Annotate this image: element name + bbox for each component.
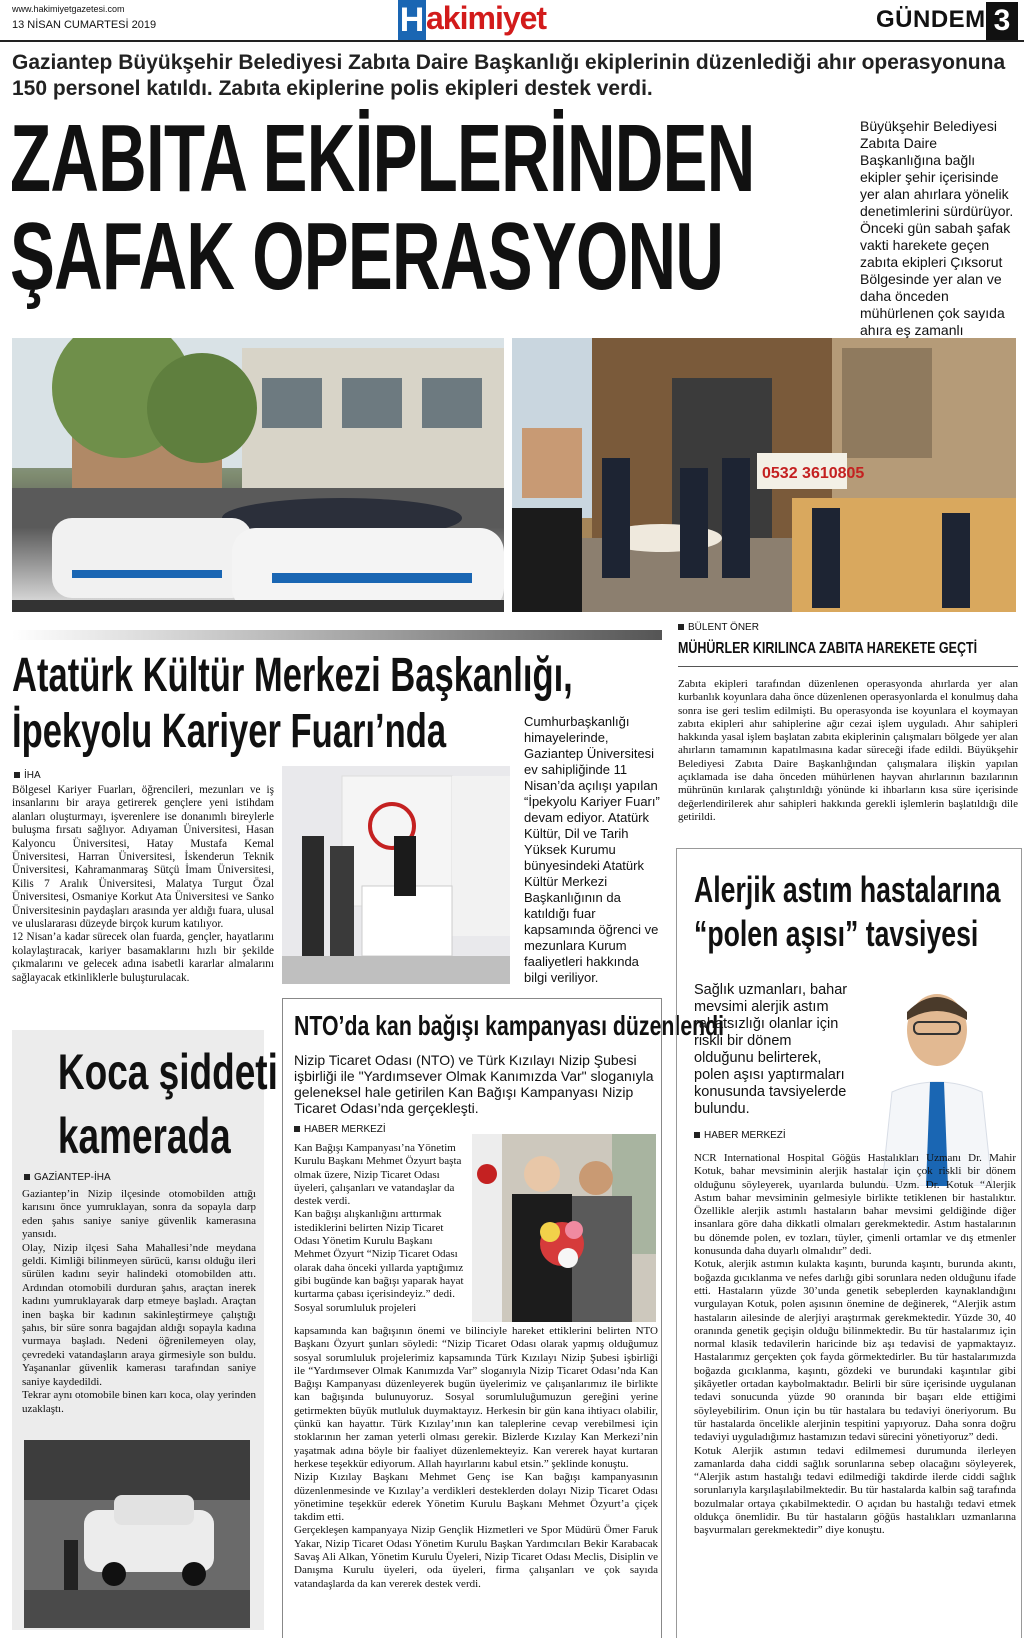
alerji-source-text: HABER MERKEZİ	[704, 1130, 786, 1141]
main-lead: Gaziantep Büyükşehir Belediyesi Zabıta Daire Başkanlığı ekiplerinin düzenlediği ahır operasyonuna 150 personel katıldı. Zabıta ekiplerine polis ekipleri destek verdi.	[12, 51, 1006, 100]
mühür-story-rule	[678, 666, 1018, 667]
alerji-headline-line-1: Alerjik astım hastalarına	[694, 869, 1001, 910]
akm-source	[14, 770, 41, 781]
koca-headline-line-2: kamerada	[57, 1108, 231, 1164]
alerji-lead: Sağlık uzmanları, bahar mevsimi alerjik astım rahatsızlığı olanlar için riskli bir dönem olduğunu belirterek, polen aşısı yaptırmaları konusunda tavsiyelerde bulundu.	[694, 982, 848, 1117]
koca-source	[24, 1172, 111, 1183]
akm-paragraph: Bölgesel Kariyer Fuarları, öğrencileri, mezunları ve iş insanlarını bir araya getirerek gençlere yeni istihdam alanları oluşturmayı, işverenlere ise donanımlı bireylerle buluşma fırsatı sağlıyor. Adıyaman Üniversitesi, Hasan Kalyoncu Üniversitesi, Hatay Mustafa Kemal Üniversitesi, Harran Üniversitesi, İskenderun Teknik Üniversitesi, Kahramanmaraş Sütçü İmam Üniversitesi, Kilis 7 Aralık Üniversitesi, Malatya Turgut Özal Üniversitesi, Osmaniye Korkut Ata Üniversitesi ve Sanko Üniversitesinin paydaşları arasında yer aldığı fuara, ulusal ve uluslararası düzeyde birçok kurum katılıyor.	[12, 784, 274, 931]
koca-paragraph: Tekrar aynı otomobile binen karı koca, olay yerinden uzaklaştı.	[22, 1389, 256, 1415]
main-headline-line-2: ŞAFAK OPERASYONU	[10, 203, 724, 310]
nto-paragraph: kapsamında kan bağışının önemi ve bilinciyle hareket ettiklerini belirten NTO Başkanı Özyurt şunları söyledi: “Nizip Ticaret Odası olarak yapmış olduğumuz sosyal sorumluluk projelerimiz kapsamında Türk Kızılayı Nizip Şubesi işbirliği ile “Yardımsever Olmak Kanımızda Var” sloganıyla Nizip Ticaret Odası’nda Kan Bağışı Kampanyası düzenleyerek bugün üyelerimiz ve çalışanlarımız ile birlikte kan bağışında bulunuyoruz. Sosyal sorumluluğumuzun gereğini yerine getirmekten büyük mutluluk duymaktayız. Herkesin bir gün kana ihtiyacı olabilir, çünkü kan hayattır. Türk Kızılay’ının kan taleplerine cevap verebilmesi için stoklarının her zaman yeterli olması gerekir. Bizlerde Kızılay Kan Merkezi’nin yaşatmak adına böyle bir faaliyet düzenlemekteyiz. Kan vererek hayat kurtaran herkese teşekkür ediyorum. Allah hayırlarını kabul etsin.” şeklinde konuştu.	[294, 1325, 658, 1470]
photo-flower-presentation	[472, 1134, 656, 1322]
mühür-story-paragraph: Zabıta ekipleri tarafından düzenlenen operasyonda ahırlarda yer alan kurbanlık koyunlara daha önce düzenlenen operasyonlarda el konulmuş daha sonra ise geri teslim edilmişti. Bu operasyonda ise koyunlara el koymayan zabıta ekipleri ahır sahiplerine ağır cezai işlem uyguladı. Ahır sahipleri hakkında yasal işlem başlatan zabıta ekiplerinin çalışmaları bölgede yer alan ahırların tamamının kapatılmasına kadar süreceği ifade edildi. Büyükşehir Belediyesi Zabıta Daire Başkanlığından çalışmalara ilişkin yapılan açıklamada ise daha önceden mühürlenen hayvan ahırlarının bazılarının mührünün kırılarak çalıştırıldığı yönünde ki ihbarların kısa süre içerisinde değerlendirilerek ahır sahipleri hakkında gerekli işlemlerin başlatıldığı dile getirildi.	[678, 678, 1018, 823]
logo-wordmark: akimiyet	[426, 0, 547, 36]
header-rule	[0, 40, 1024, 42]
nto-body-bottom	[294, 1325, 658, 1591]
nto-paragraph: Gerçekleşen kampanyaya Nizip Gençlik Hizmetleri ve Spor Müdürü Ömer Faruk Yakar, Nizip Ticaret Odası Yönetim Kurulu Başkan Yardımcıları Bekir Karabacak Savaş Ali Alkan, Yönetim Kurulu Üyeleri, Nizip Ticaret Odası Meclis, Disiplin ve Danışma Kurulu üyeleri, oda üyeleri, firma çalışanları ve çok sayıda vatandaşlarda da kan vererek destek verdi.	[294, 1524, 658, 1590]
source-marker-icon	[14, 772, 20, 778]
source-marker-icon	[24, 1174, 30, 1180]
koca-paragraph: Gaziantep’in Nizip ilçesinde otomobilden attığı karısını önce yumruklayan, sonra da sopayla darp eden şahıs saniye saniye güvenlik kamerasına yansıdı.	[22, 1188, 256, 1241]
akm-source-text: İHA	[24, 770, 41, 781]
alerji-headline-line-2: “polen aşısı” tavsiyesi	[694, 913, 979, 954]
nto-subhead: Sosyal sorumluluk projeleri	[294, 1301, 417, 1314]
logo-letter: H	[399, 1, 425, 39]
photo-police-cars-art	[12, 338, 504, 612]
mühür-story-body	[678, 678, 1018, 824]
koca-headline-line-1: Koca şiddeti	[57, 1044, 278, 1100]
alerji-headline	[694, 868, 1014, 956]
nto-source	[294, 1124, 386, 1135]
photo-career-fair-art	[282, 766, 510, 984]
newspaper-logo	[398, 0, 584, 40]
photo2-phone-sign: 0532 3610805	[762, 465, 865, 482]
alerji-paragraph: Kotuk, alerjik astımın kulakta kaşıntı, burunda kaşıntı, burunda akıntı, boğazda gıcıklanma ve nefes darlığı gibi sorunlara neden olduğunu ifade etti. Hastaların yüzde 30’unda genetik sebeplerden kaynaklandığını vurgulayan Kotuk, polen aşısının önemine de değinerek, “Alerjik astım hastaların ailesinde de alerjiyi araştırmak gerekmektedir. Yüzde 30, 40 oranında genetik geçişin olduğu bilinmektedir. Bu tür hastalarımız için normal klasik tedavilerin haricinde biz aşı tedavisi de yapmaktayız. Hastalarımız gerçekten çok fayda görmektedirler. Bu tür hastalarımızda boğazda gıcıklanma, kaşıntı, gözdeki ve burundaki kaşıntılar gibi şikâyetler ortadan kaybolmaktadır. Belirli bir süre içerisinde uygulanan tedavi sonucunda yüzde 90 oranında bir başarı elde ettiğimi söyleyebilirim. Onun için bu tür hastalara bu tedaviyi öneriyorum. Bu tür hastalarda öncelikle alerjinin tespitini yapıyoruz. Daha sonra doğru tedaviyi uyguladığımız hastamızın tedavi sürecini yönetiyoruz” dedi.	[694, 1258, 1016, 1444]
akm-lead: Cumhurbaşkanlığı himayelerinde, Gaziantep Üniversitesi ev sahipliğinde 11 Nisan’da açılışı yapılan “İpekyolu Kariyer Fuarı” devam ediyor. Atatürk Kültür, Dil ve Tarih Yüksek Kurumu bünyesindeki Atatürk Kültür Merkezi Başkanlığının da katıldığı fuar kapsamında öğrenci ve mezunlara Kurum faaliyetleri hakkında bilgi veriliyor.	[524, 714, 660, 985]
koca-body	[22, 1188, 256, 1416]
photo-career-fair-stand	[282, 766, 510, 984]
akm-body	[12, 784, 274, 985]
akm-headline	[12, 648, 573, 760]
byline-bulent-text: BÜLENT ÖNER	[688, 622, 759, 633]
nto-headline: NTO’da kan bağışı kampanyası düzenlendi	[294, 1010, 725, 1041]
alerji-source	[694, 1130, 786, 1141]
section-name: GÜNDEM	[876, 6, 986, 33]
nto-paragraph: Kan Bağışı Kampanyası’na Yönetim Kurulu Başkanı Mehmet Özyurt başta olmak üzere, Nizip Ticaret Odası üyeleri, çalışanları ve vatandaşlar da destek verdi.	[294, 1142, 462, 1208]
main-headline-line-1: ZABITA EKİPLERİNDEN	[10, 105, 755, 212]
akm-headline-line-2: İpekyolu Kariyer Fuarı’nda	[12, 705, 447, 758]
alerji-paragraph: Kotuk Alerjik astımın tedavi edilmemesi durumunda ilerleyen zamanlarda daha ciddi sağlık sorunlarına sebep olacağını söyleyerek, “Alerjik astım hastalığı tedavi edilmediği takdirde ilerde ciddi sağlık sorunlarıyla karşılaşılabilmektedir. Bu tür hastalarda kalbin sağ tarafında bozulmalar ortaya çıkabilmektedir. O açıdan bu hastalığı tedavi etmek oldukça önemlidir. Bu tür hastaların göğüs hastalıkları uzmanlarına başvurmaları gerekmektedir” diye konuştu.	[694, 1444, 1016, 1537]
koca-headline	[28, 1040, 278, 1168]
nto-source-text: HABER MERKEZİ	[304, 1124, 386, 1135]
issue-date: 13 NİSAN CUMARTESİ 2019	[12, 19, 157, 31]
source-marker-icon	[294, 1126, 300, 1132]
source-marker-icon	[694, 1132, 700, 1138]
nto-paragraph: Nizip Kızılay Başkanı Mehmet Genç ise Kan bağışı kampanyasının düzenlenmesinde ve Kızılay’a verdikleri desteklerden dolayı Nizip Ticaret Odası yönetimine teşekkür ederek Yönetim Kurulu Başkanı Mehmet Özyurt’a çiçek takdim etti.	[294, 1471, 658, 1524]
akm-headline-line-1: Atatürk Kültür Merkezi Başkanlığı,	[12, 649, 573, 702]
nto-lead: Nizip Ticaret Odası (NTO) ve Türk Kızılayı Nizip Şubesi işbirliği ile "Yardımsever Olmak Kanımızda Var" sloganıyla geleneksel hale getirilen Kan Bağışı Kampanyası Nizip Ticaret Odası’nda gerçekleşti.	[294, 1052, 654, 1116]
main-side-text: Büyükşehir Belediyesi Zabıta Daire Başkanlığına bağlı ekipler şehir içerisinde yer alan ahırlara yönelik denetimlerini sürdürüyor. Önceki gün sabah şafak vakti harekete geçen zabıta ekipleri Çıksorut Bölgesinde yer alan ve daha önceden mühürlenen çok sayıda ahıra eş zamanlı	[860, 118, 1014, 338]
photo-barn-operation-art	[512, 338, 1016, 612]
koca-paragraph: Olay, Nizip ilçesi Saha Mahallesi’nde meydana geldi. Kimliği bilinmeyen sürücü, karısı olduğu ileri sürülen kadını seyir halindeki otomobilden attı. Ardından otomobili durduran şahıs, araçtan inerek kadını yumruklayarak darp etmeye başladı. Araçtan inen başka bir kadının sakinleştirmeye çalıştığı şahıs, bir süre sonra bagajdan aldığı sopayla kadına vurmaya başladı. Nedeni öğrenilemeyen olay, çevredeki vatandaşların araya girmesiyle son buldu. Yaşananlar güvenlik kamerası tarafından saniye saniye kaydedildi.	[22, 1241, 256, 1388]
photo-security-camera-art	[24, 1440, 250, 1628]
photo-police-cars	[12, 338, 504, 612]
nto-body-top	[294, 1142, 464, 1315]
photo-security-camera	[24, 1440, 250, 1628]
akm-paragraph: 12 Nisan’a kadar sürecek olan fuarda, gençler, hayatlarını kolaylaştıracak, kariyer basamaklarını hızlı bir şekilde çıkmalarını ve gelecek adına isabetli kararlar almalarını sağlayacak etkinliklerle buluşturulacak.	[12, 931, 274, 984]
site-url: www.hakimiyetgazetesi.com	[12, 4, 125, 14]
main-headline	[10, 105, 850, 310]
section-divider	[12, 630, 662, 640]
alerji-body	[694, 1152, 1016, 1538]
photo-flower-presentation-art	[472, 1134, 656, 1322]
byline-marker-icon	[678, 624, 684, 630]
byline-bulent	[678, 622, 759, 633]
koca-source-text: GAZİANTEP-İHA	[34, 1172, 111, 1183]
alerji-paragraph: NCR International Hospital Göğüs Hastalıkları Uzmanı Dr. Mahir Kotuk, bahar mevsiminin alerjik hastalar için çok riskli bir dönem olduğunu söyleyerek, uyarılarda bulundu. Uzm. Dr. Kotuk “Alerjik Astım bahar mevsiminin gelmesiyle birlikte tetiklenen bir hastalıktır. Özellikle alerjik astımlı hastaların bahar mevsimi geldiğinde diğer insanlara göre daha dikkatli olmaları gerekmektedir. Astım hastalarının bu dönemde polen, ev tozları, tüyler, çimenli ortamlar ve dış etmenler konusunda daha duyarlı olmalıdır” dedi.	[694, 1152, 1016, 1258]
page-number: 3	[986, 2, 1018, 40]
nto-paragraph: Kan bağışı alışkanlığını arttırmak istediklerini belirten Nizip Ticaret Odası Yönetim Kurulu Başkanı Mehmet Özyurt “Nizip Ticaret Odası olarak daha önceki yıllarda yaptığımız gibi bugünde kan bağışı yaparak hayat kurtarma çabası içerisindeyiz.” dedi.	[294, 1208, 464, 1301]
photo-barn-operation	[512, 338, 1016, 612]
mühür-story-title: MÜHÜRLER KIRILINCA ZABITA HAREKETE GEÇTİ	[678, 640, 978, 657]
